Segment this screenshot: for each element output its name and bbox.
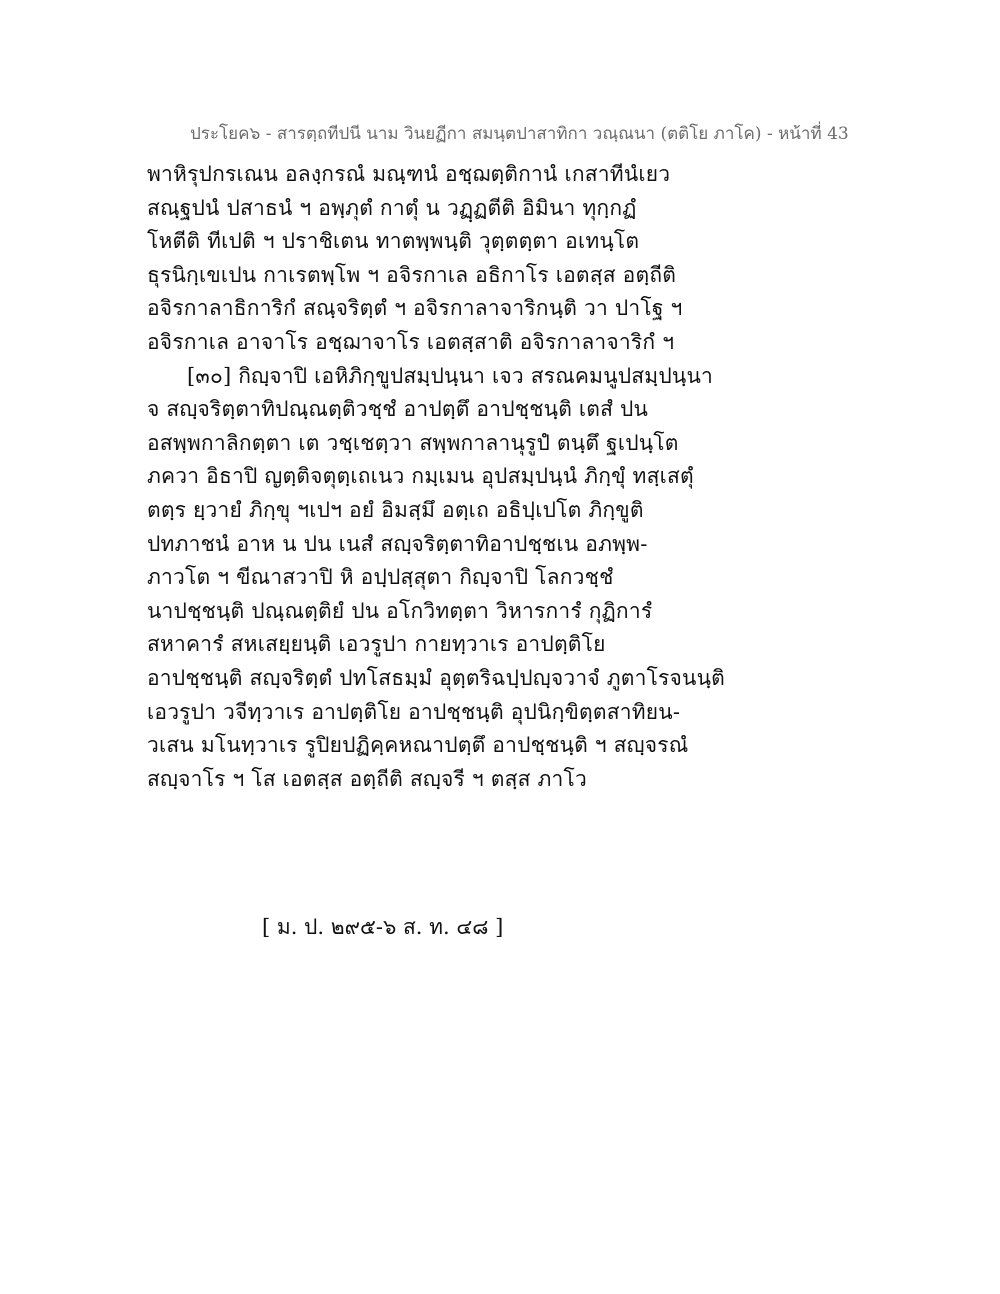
text-line: อาปชฺชนฺติ สญฺจริตฺตํ ปทโสธมฺมํ อุตฺตริฉปฺปญฺจวาจํ ภูตาโรจนนฺติ <box>147 665 725 690</box>
text-line: พาหิรุปกรเณน อลงฺกรณํ มณฺฑนํ อชฺฌตฺติกานํ เกสาทีนํเยว <box>147 162 671 186</box>
text-line: สหาคารํ สหเสยฺยนฺติ เอวรูปา กายทฺวาเร อาปตฺติโย <box>147 632 606 657</box>
text-line: นาปชฺชนฺติ ปณฺณตฺติยํ ปน อโกวิทตฺตา วิหารการํ กุฏิการํ <box>147 598 653 623</box>
text-line: โหตีติ ทีเปติ ฯ ปราชิเตน ทาตพฺพนฺติ วุตฺตตฺตา อเทนฺโต <box>147 229 640 254</box>
text-line: สญฺจาโร ฯ โส เอตสฺส อตฺถีติ สญฺจรี ฯ ตสฺส ภาโว <box>147 766 587 791</box>
text-line: วเสน มโนทฺวาเร รูปิยปฏิคฺคหณาปตฺตึ อาปชฺชนฺติ ฯ สญฺจรณํ <box>147 733 689 758</box>
text-line: อจิรกาลาธิการิกํ สณฺจริตฺตํ ฯ อจิรกาลาจาริกนฺติ วา ปาโฐ ฯ <box>147 296 683 321</box>
page-header: ประโยค๖ - สารตฺถทีปนี นาม วินยฏีกา สมนฺตปาสาทิกา วณฺณนา (ตติโย ภาโค) - หน้าที่ 43 <box>190 124 849 144</box>
text-line: อจิรกาเล อาจาโร อชฺฌาจาโร เอตสฺสาติ อจิรกาลาจาริกํ ฯ <box>147 329 675 354</box>
text-line: อสพฺพกาลิกตฺตา เต วชฺเชตฺวา สพฺพกาลานุรูปํ ตนฺตึ ฐเปนฺโต <box>147 430 679 455</box>
text-line: เอวรูปา วจีทฺวาเร อาปตฺติโย อาปชฺชนฺติ อุปนิกฺขิตฺตสาทิยน- <box>147 699 681 724</box>
text-line: สณฺฐปนํ ปสาธนํ ฯ อพฺภุตํ กาตุํ น วฏฺฏตีติ อิมินา ทุกฺกฏํ <box>147 195 637 220</box>
text-line: จ สญฺจริตฺตาทิปณฺณตฺติวชฺชํ อาปตฺตึ อาปชฺชนฺติ เตสํ ปน <box>147 397 649 422</box>
paragraph-start-line: [๓๐] กิญฺจาปิ เอหิภิกฺขูปสมฺปนฺนา เจว สรณคมนูปสมฺปนฺนา <box>187 363 713 388</box>
body-text <box>147 158 867 796</box>
source-reference: [ ม. ป. ๒๙๕-๖ ส. ท. ๔๘ ] <box>262 915 504 939</box>
text-line: ตตฺร ยฺวายํ ภิกฺขุ ฯเปฯ อยํ อิมสฺมึ อตฺเถ อธิปฺเปโต ภิกฺขูติ <box>147 497 644 522</box>
text-line: ธุรนิกฺเขเปน กาเรตพฺโพ ฯ อจิรกาเล อธิกาโร เอตสฺส อตฺถีติ <box>147 262 677 287</box>
text-line: ภาวโต ฯ ขีณาสวาปิ หิ อปฺปสฺสุตา กิญฺจาปิ โลกวชฺชํ <box>147 565 614 590</box>
text-line: ภควา อิธาปิ ญตฺติจตุตฺเถเนว กมฺเมน อุปสมฺปนฺนํ ภิกฺขุํ ทสฺเสตุํ <box>147 464 694 489</box>
text-line: ปทภาชนํ อาห น ปน เนสํ สญฺจริตฺตาทิอาปชฺชเน อภพฺพ- <box>147 531 648 556</box>
